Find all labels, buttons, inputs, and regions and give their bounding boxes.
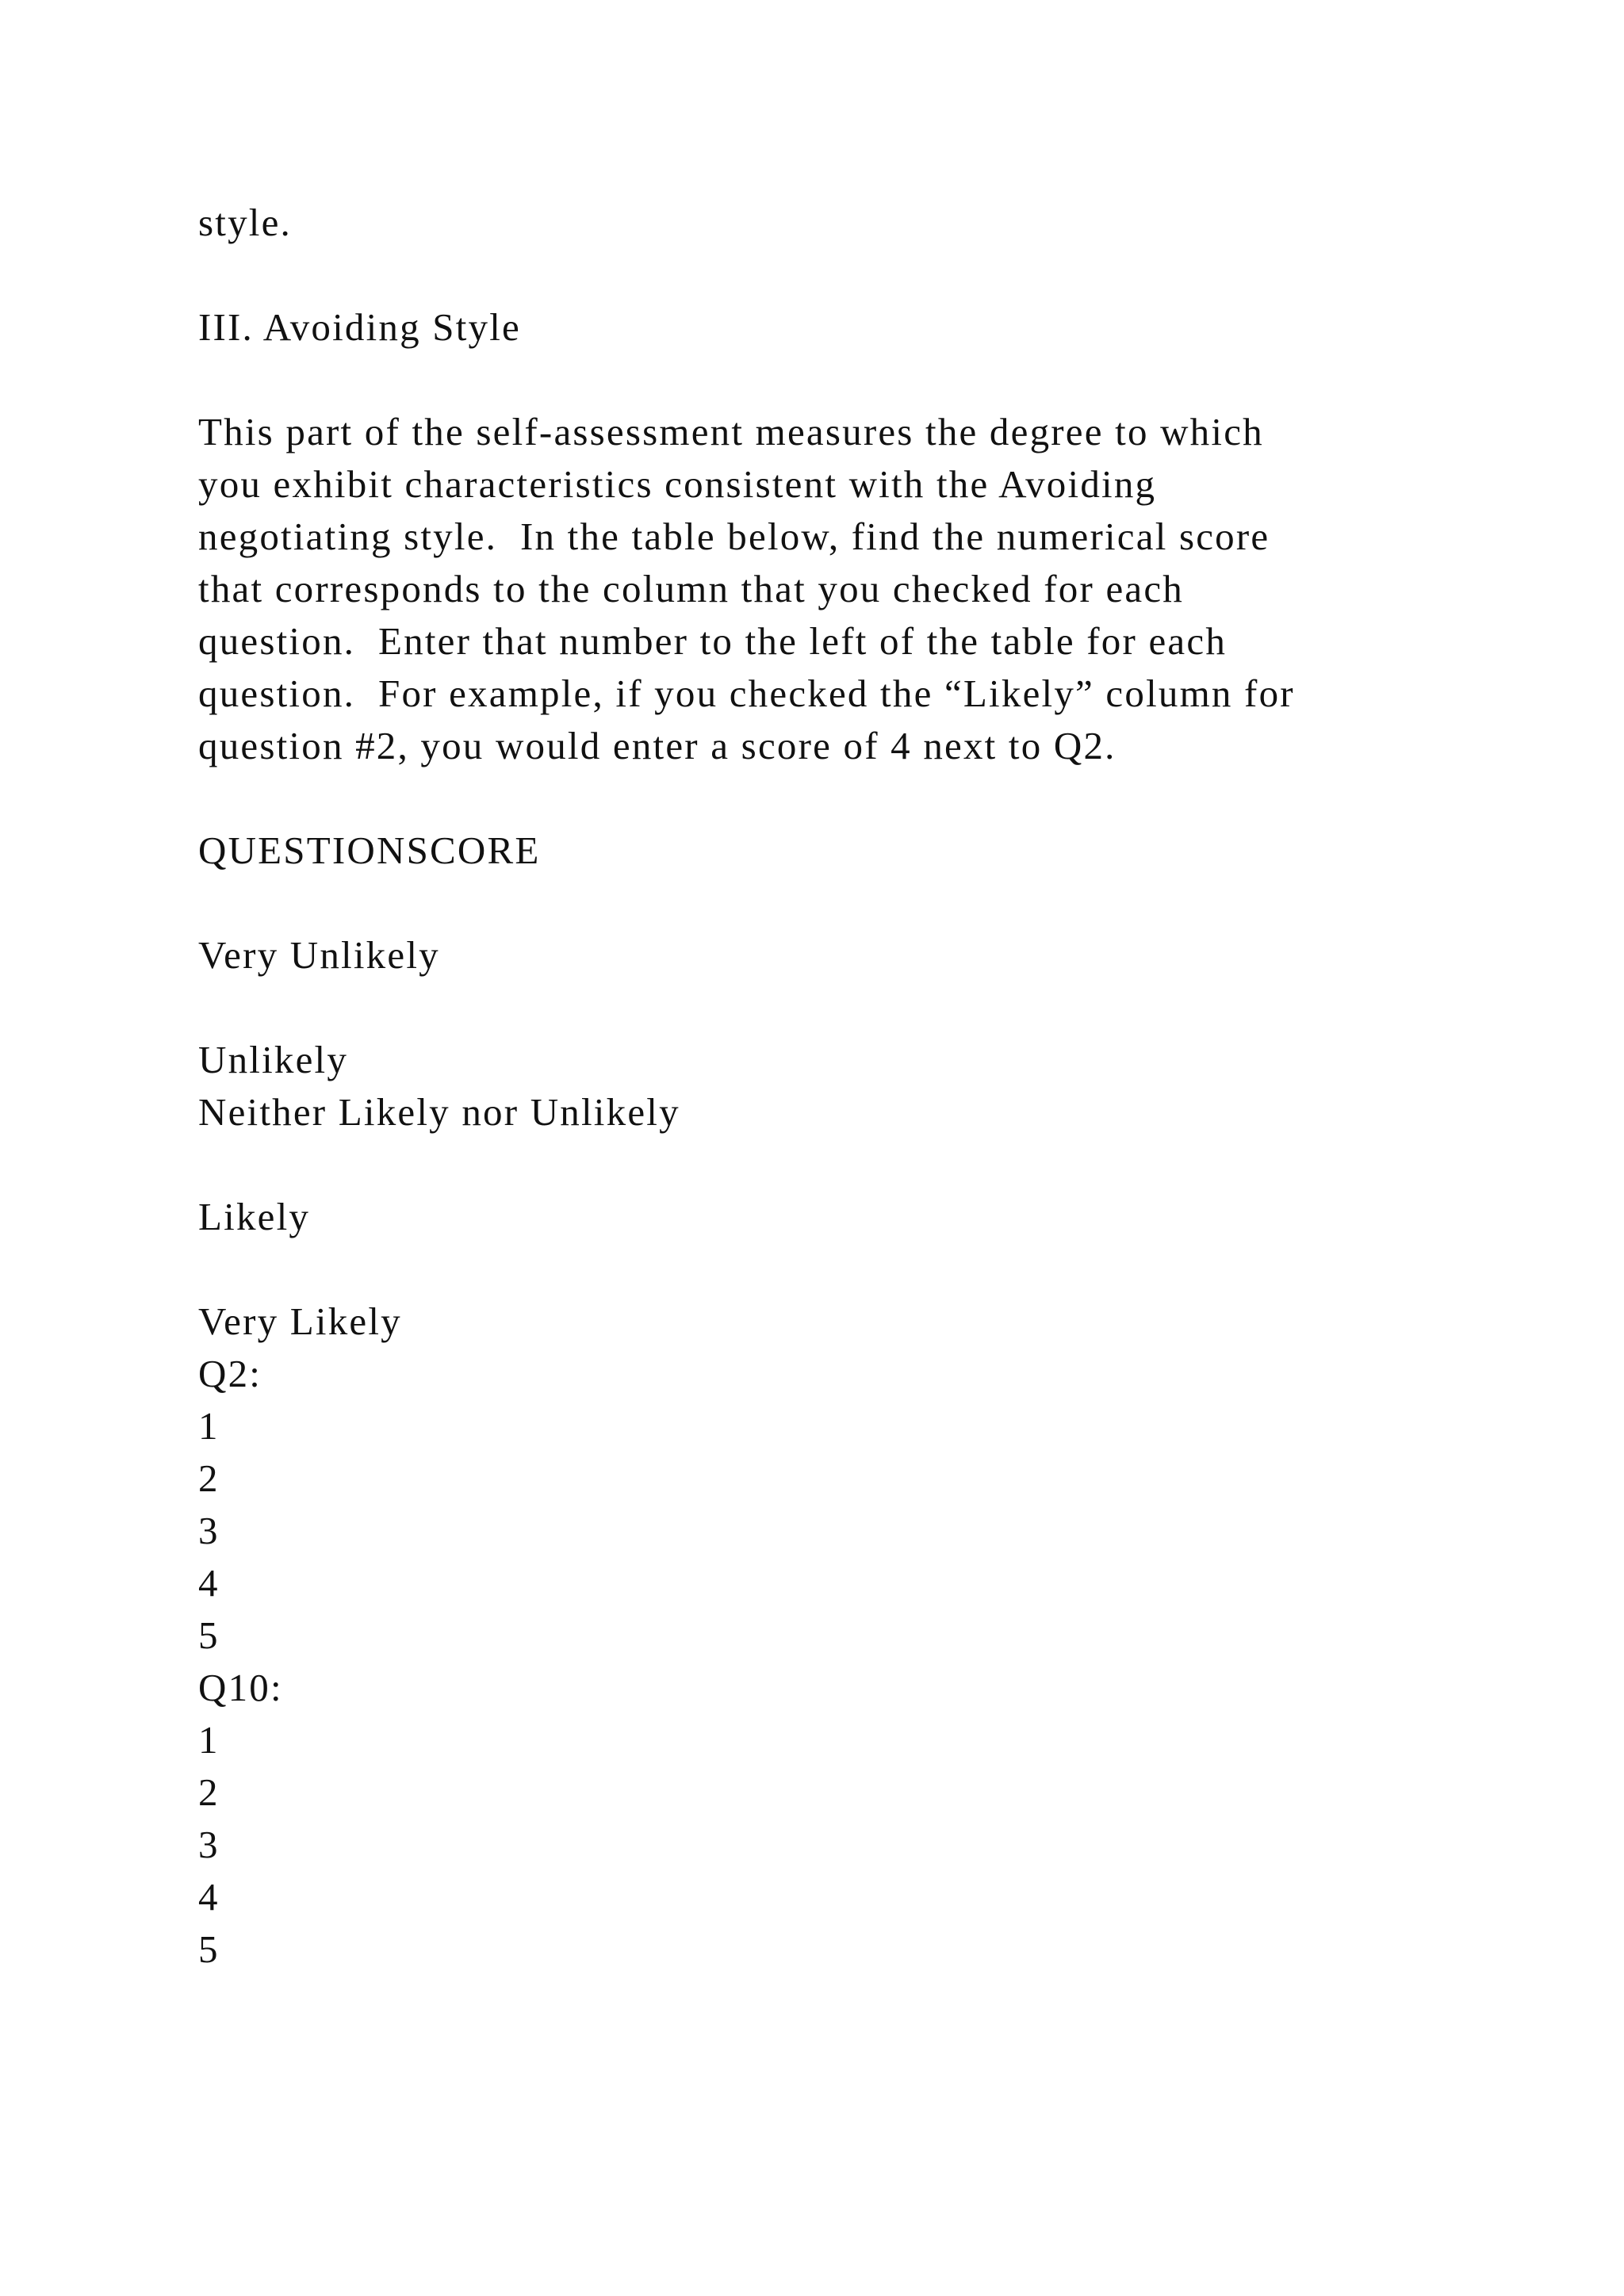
score-value: 1	[198, 1718, 220, 1762]
score-value: 2	[198, 1456, 220, 1500]
blank-line	[198, 354, 1499, 406]
question-label: Q2:	[198, 1352, 262, 1395]
paragraph-line: question #2, you would enter a score of 4 next to Q2.	[198, 724, 1116, 767]
blank-line	[198, 772, 1499, 825]
question-label: Q10:	[198, 1666, 283, 1709]
paragraph-line: you exhibit characteristics consistent with the Avoiding	[198, 462, 1157, 506]
blank-line	[198, 1138, 1499, 1191]
score-value: 4	[198, 1561, 220, 1605]
instructions-paragraph	[198, 406, 1499, 772]
scale-neither: Neither Likely nor Unlikely	[198, 1090, 680, 1134]
paragraph-line: question. For example, if you checked the “Likely” column for	[198, 672, 1295, 715]
table-header: QUESTIONSCORE	[198, 828, 541, 872]
section-heading: III. Avoiding Style	[198, 305, 522, 349]
blank-line	[198, 982, 1499, 1034]
scale-very-likely: Very Likely	[198, 1299, 402, 1343]
blank-line	[198, 249, 1499, 301]
blank-line	[198, 1243, 1499, 1295]
score-value: 5	[198, 1927, 220, 1971]
continuation-text: style.	[198, 201, 292, 244]
document-body	[198, 197, 1499, 1976]
score-value: 3	[198, 1509, 220, 1552]
score-value: 2	[198, 1770, 220, 1814]
blank-line	[198, 877, 1499, 929]
paragraph-line: that corresponds to the column that you checked for each	[198, 567, 1184, 610]
score-value: 1	[198, 1404, 220, 1448]
scale-very-unlikely: Very Unlikely	[198, 933, 440, 977]
paragraph-line: This part of the self-assessment measures the degree to which	[198, 410, 1264, 453]
paragraph-line: negotiating style. In the table below, find the numerical score	[198, 515, 1270, 558]
score-value: 4	[198, 1875, 220, 1919]
score-value: 3	[198, 1823, 220, 1866]
scale-unlikely: Unlikely	[198, 1038, 349, 1081]
question-row-q10	[198, 1662, 1499, 1976]
paragraph-line: question. Enter that number to the left of the table for each	[198, 619, 1228, 663]
scale-likely: Likely	[198, 1195, 311, 1238]
score-value: 5	[198, 1613, 220, 1657]
question-row-q2	[198, 1348, 1499, 1662]
